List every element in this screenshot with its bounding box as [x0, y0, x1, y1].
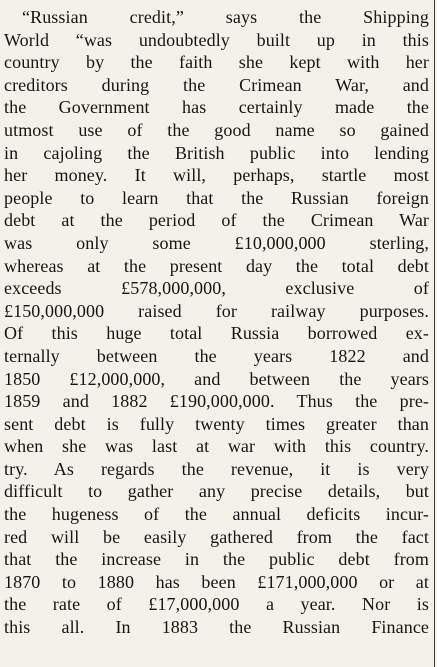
article-line: people to learn that the Russian foreign	[4, 187, 429, 208]
article-column	[0, 6, 437, 639]
article-line: that the increase in the public debt from	[4, 549, 429, 570]
article-line: £150,000,000 raised for railway purposes.	[4, 300, 429, 321]
article-line: “Russian credit,” says the Shipping	[22, 7, 429, 27]
article-line: difficult to gather any precise details, but	[4, 481, 429, 502]
article-line: whereas at the present day the total debt	[4, 255, 429, 276]
article-line: in cajoling the British public into lending	[4, 142, 429, 163]
article-line: when she was last at war with this country.	[4, 436, 429, 457]
article-line: try. As regards the revenue, it is very	[4, 458, 429, 479]
article-line: 1850 £12,000,000, and between the years	[4, 368, 429, 389]
article-line: World “was undoubtedly built up in this	[4, 29, 429, 50]
article-line: country by the faith she kept with her	[4, 52, 429, 73]
article-line: was only some £10,000,000 sterling,	[4, 232, 429, 253]
article-line: Of this huge total Russia borrowed ex-	[4, 323, 429, 344]
article-line: 1859 and 1882 £190,000,000. Thus the pre-	[4, 391, 429, 412]
article-line: ternally between the years 1822 and	[4, 345, 429, 366]
article-line: exceeds £578,000,000, exclusive of	[4, 278, 429, 299]
article-line: utmost use of the good name so gained	[4, 119, 429, 140]
article-line: the Government has certainly made the	[4, 97, 429, 118]
article-line: creditors during the Crimean War, and	[4, 74, 429, 95]
article-line: 1870 to 1880 has been £171,000,000 or at	[4, 571, 429, 592]
column-rule	[434, 0, 435, 667]
article-line: red will be easily gathered from the fact	[4, 526, 429, 547]
article-line: sent debt is fully twenty times greater than	[4, 413, 429, 434]
article-line: the hugeness of the annual deficits incur-	[4, 504, 429, 525]
article-line: this all. In 1883 the Russian Finance	[4, 617, 429, 638]
article-line: her money. It will, perhaps, startle most	[4, 165, 429, 186]
article-line: the rate of £17,000,000 a year. Nor is	[4, 594, 429, 615]
article-line: debt at the period of the Crimean War	[4, 210, 429, 231]
